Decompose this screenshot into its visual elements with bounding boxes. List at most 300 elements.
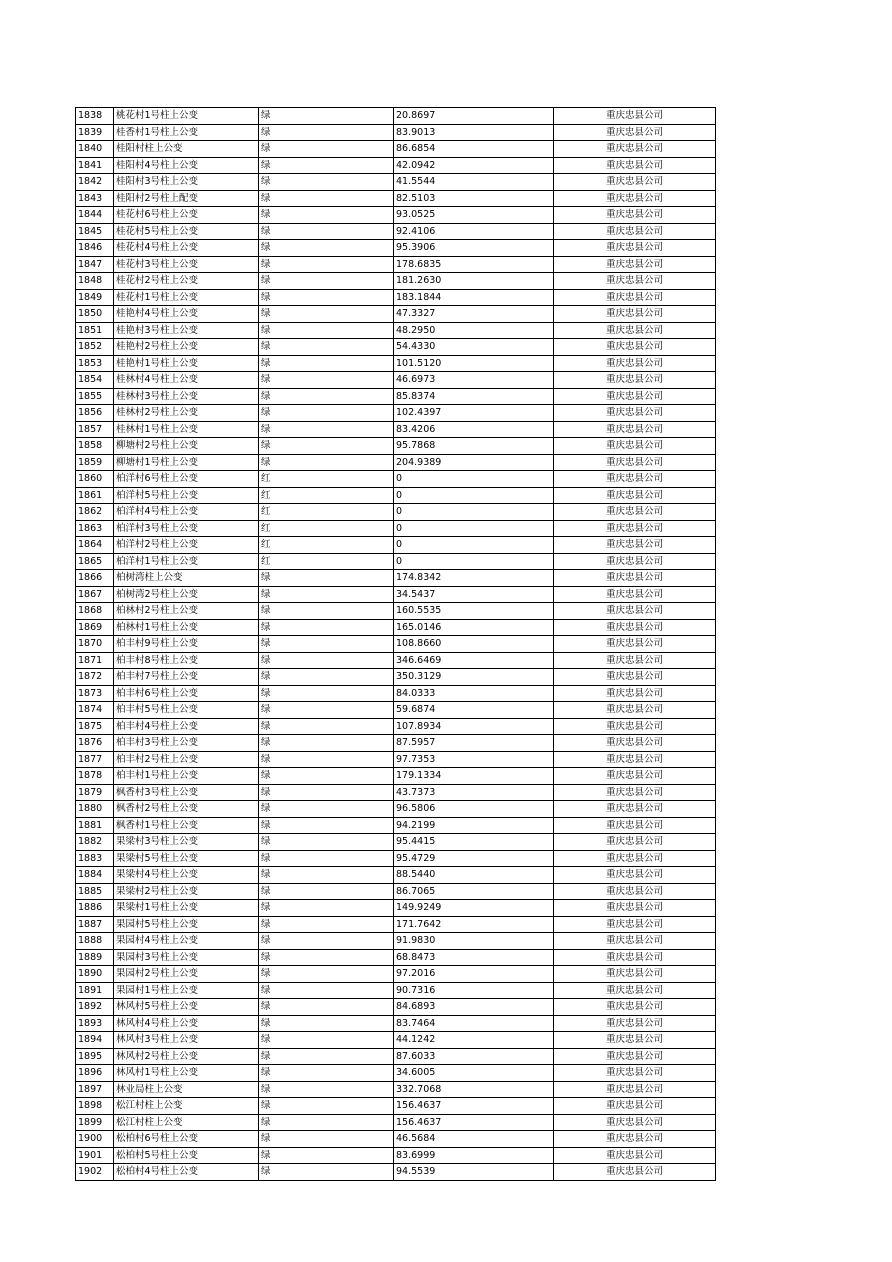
cell-id: 1889 [76,949,114,966]
cell-name: 柏丰村5号柱上公变 [114,702,259,719]
table-row [76,850,716,867]
cell-name: 林风村3号柱上公变 [114,1032,259,1049]
cell-color: 绿 [259,306,394,323]
cell-value: 82.5103 [394,190,554,207]
cell-company: 重庆忠县公司 [554,718,716,735]
table-row [76,883,716,900]
cell-value: 83.7464 [394,1015,554,1032]
table-row [76,223,716,240]
cell-value: 174.8342 [394,570,554,587]
table-row [76,817,716,834]
cell-name: 桂艳村4号柱上公变 [114,306,259,323]
cell-company: 重庆忠县公司 [554,982,716,999]
cell-color: 绿 [259,669,394,686]
cell-name: 桂艳村1号柱上公变 [114,355,259,372]
cell-value: 48.2950 [394,322,554,339]
cell-color: 绿 [259,1032,394,1049]
table-row [76,273,716,290]
cell-id: 1899 [76,1114,114,1131]
cell-id: 1867 [76,586,114,603]
cell-value: 68.8473 [394,949,554,966]
cell-value: 84.0333 [394,685,554,702]
table-row [76,339,716,356]
cell-company: 重庆忠县公司 [554,1131,716,1148]
cell-id: 1896 [76,1065,114,1082]
cell-id: 1872 [76,669,114,686]
cell-company: 重庆忠县公司 [554,207,716,224]
table-row [76,1147,716,1164]
cell-value: 59.6874 [394,702,554,719]
cell-color: 绿 [259,768,394,785]
cell-company: 重庆忠县公司 [554,669,716,686]
table-row [76,256,716,273]
cell-id: 1848 [76,273,114,290]
cell-id: 1855 [76,388,114,405]
cell-value: 181.2630 [394,273,554,290]
table-row [76,768,716,785]
cell-color: 绿 [259,1015,394,1032]
table-row [76,685,716,702]
table-row [76,471,716,488]
cell-name: 柏丰村4号柱上公变 [114,718,259,735]
cell-name: 桂艳村2号柱上公变 [114,339,259,356]
cell-company: 重庆忠县公司 [554,1164,716,1181]
cell-value: 20.8697 [394,108,554,125]
cell-name: 林风村5号柱上公变 [114,999,259,1016]
cell-company: 重庆忠县公司 [554,603,716,620]
cell-name: 桂花村3号柱上公变 [114,256,259,273]
cell-value: 107.8934 [394,718,554,735]
cell-name: 枫香村1号柱上公变 [114,817,259,834]
cell-id: 1894 [76,1032,114,1049]
cell-value: 47.3327 [394,306,554,323]
cell-value: 171.7642 [394,916,554,933]
table-row [76,966,716,983]
cell-color: 绿 [259,933,394,950]
cell-id: 1902 [76,1164,114,1181]
cell-value: 54.4330 [394,339,554,356]
table-row [76,372,716,389]
cell-id: 1884 [76,867,114,884]
cell-color: 绿 [259,586,394,603]
cell-value: 0 [394,520,554,537]
cell-id: 1886 [76,900,114,917]
cell-color: 绿 [259,636,394,653]
cell-id: 1890 [76,966,114,983]
cell-color: 绿 [259,174,394,191]
cell-id: 1851 [76,322,114,339]
cell-company: 重庆忠县公司 [554,553,716,570]
cell-id: 1858 [76,438,114,455]
table-row [76,108,716,125]
cell-company: 重庆忠县公司 [554,1081,716,1098]
cell-color: 红 [259,471,394,488]
cell-color: 绿 [259,900,394,917]
table-row [76,636,716,653]
cell-color: 绿 [259,685,394,702]
cell-id: 1869 [76,619,114,636]
cell-value: 178.6835 [394,256,554,273]
cell-company: 重庆忠县公司 [554,388,716,405]
table-row [76,1131,716,1148]
cell-company: 重庆忠县公司 [554,999,716,1016]
cell-color: 绿 [259,157,394,174]
cell-id: 1841 [76,157,114,174]
cell-name: 果园村1号柱上公变 [114,982,259,999]
cell-id: 1883 [76,850,114,867]
cell-color: 绿 [259,388,394,405]
cell-company: 重庆忠县公司 [554,405,716,422]
cell-name: 桂林村3号柱上公变 [114,388,259,405]
cell-company: 重庆忠县公司 [554,933,716,950]
cell-id: 1846 [76,240,114,257]
table-row [76,867,716,884]
cell-name: 柳塘村2号柱上公变 [114,438,259,455]
cell-color: 绿 [259,999,394,1016]
cell-name: 桂花村5号柱上公变 [114,223,259,240]
cell-company: 重庆忠县公司 [554,256,716,273]
cell-value: 91.9830 [394,933,554,950]
cell-color: 绿 [259,1114,394,1131]
cell-name: 果梁村4号柱上公变 [114,867,259,884]
cell-name: 桂花村6号柱上公变 [114,207,259,224]
cell-value: 88.5440 [394,867,554,884]
cell-color: 绿 [259,883,394,900]
table-row [76,355,716,372]
cell-name: 桂林村1号柱上公变 [114,421,259,438]
cell-color: 绿 [259,916,394,933]
table-row [76,586,716,603]
cell-value: 149.9249 [394,900,554,917]
cell-company: 重庆忠县公司 [554,1048,716,1065]
cell-company: 重庆忠县公司 [554,867,716,884]
cell-name: 果梁村2号柱上公变 [114,883,259,900]
cell-id: 1860 [76,471,114,488]
table-row [76,504,716,521]
cell-name: 柏林村2号柱上公变 [114,603,259,620]
cell-color: 绿 [259,619,394,636]
table-row [76,702,716,719]
cell-id: 1853 [76,355,114,372]
cell-name: 林风村1号柱上公变 [114,1065,259,1082]
cell-color: 红 [259,487,394,504]
cell-color: 绿 [259,850,394,867]
cell-value: 46.5684 [394,1131,554,1148]
cell-color: 绿 [259,1147,394,1164]
cell-name: 果园村4号柱上公变 [114,933,259,950]
cell-id: 1871 [76,652,114,669]
cell-color: 绿 [259,454,394,471]
cell-color: 绿 [259,1098,394,1115]
cell-company: 重庆忠县公司 [554,240,716,257]
cell-company: 重庆忠县公司 [554,1114,716,1131]
cell-value: 87.6033 [394,1048,554,1065]
table-row [76,751,716,768]
table-row [76,1032,716,1049]
cell-color: 绿 [259,240,394,257]
cell-value: 87.5957 [394,735,554,752]
cell-company: 重庆忠县公司 [554,124,716,141]
cell-company: 重庆忠县公司 [554,916,716,933]
cell-company: 重庆忠县公司 [554,834,716,851]
table-row [76,438,716,455]
cell-color: 绿 [259,322,394,339]
cell-id: 1891 [76,982,114,999]
cell-id: 1868 [76,603,114,620]
cell-name: 桂艳村3号柱上公变 [114,322,259,339]
cell-name: 柏洋村1号柱上公变 [114,553,259,570]
cell-company: 重庆忠县公司 [554,619,716,636]
table-row [76,405,716,422]
cell-id: 1842 [76,174,114,191]
table-row [76,240,716,257]
cell-company: 重庆忠县公司 [554,586,716,603]
cell-company: 重庆忠县公司 [554,421,716,438]
cell-value: 0 [394,487,554,504]
cell-color: 绿 [259,438,394,455]
table-row [76,570,716,587]
cell-color: 绿 [259,966,394,983]
table-row [76,916,716,933]
cell-color: 绿 [259,1048,394,1065]
cell-name: 桃花村1号柱上公变 [114,108,259,125]
cell-color: 绿 [259,108,394,125]
cell-color: 绿 [259,1081,394,1098]
table-row [76,520,716,537]
cell-value: 183.1844 [394,289,554,306]
cell-name: 桂阳村柱上公变 [114,141,259,158]
cell-value: 95.4729 [394,850,554,867]
cell-value: 350.3129 [394,669,554,686]
cell-name: 果梁村5号柱上公变 [114,850,259,867]
table-row [76,801,716,818]
cell-id: 1859 [76,454,114,471]
cell-name: 果园村3号柱上公变 [114,949,259,966]
table-row [76,207,716,224]
table-row [76,388,716,405]
cell-value: 101.5120 [394,355,554,372]
cell-value: 85.8374 [394,388,554,405]
cell-company: 重庆忠县公司 [554,652,716,669]
cell-id: 1878 [76,768,114,785]
cell-company: 重庆忠县公司 [554,751,716,768]
table-row [76,669,716,686]
cell-name: 柏丰村8号柱上公变 [114,652,259,669]
cell-color: 绿 [259,355,394,372]
cell-value: 156.4637 [394,1114,554,1131]
cell-name: 柏洋村5号柱上公变 [114,487,259,504]
cell-id: 1850 [76,306,114,323]
cell-name: 桂花村2号柱上公变 [114,273,259,290]
cell-color: 绿 [259,421,394,438]
cell-company: 重庆忠县公司 [554,504,716,521]
table-row [76,1015,716,1032]
table-row [76,553,716,570]
cell-color: 绿 [259,207,394,224]
cell-id: 1861 [76,487,114,504]
cell-company: 重庆忠县公司 [554,636,716,653]
cell-value: 94.2199 [394,817,554,834]
cell-id: 1887 [76,916,114,933]
table-row [76,784,716,801]
cell-id: 1892 [76,999,114,1016]
cell-color: 绿 [259,784,394,801]
cell-color: 绿 [259,190,394,207]
cell-name: 果梁村3号柱上公变 [114,834,259,851]
cell-color: 绿 [259,339,394,356]
table-row [76,306,716,323]
cell-name: 松柏村6号柱上公变 [114,1131,259,1148]
table-row [76,1081,716,1098]
cell-name: 果园村2号柱上公变 [114,966,259,983]
table-row [76,454,716,471]
cell-color: 绿 [259,652,394,669]
cell-id: 1875 [76,718,114,735]
cell-id: 1885 [76,883,114,900]
cell-value: 92.4106 [394,223,554,240]
cell-company: 重庆忠县公司 [554,273,716,290]
cell-color: 绿 [259,801,394,818]
cell-color: 绿 [259,372,394,389]
cell-color: 绿 [259,256,394,273]
cell-id: 1895 [76,1048,114,1065]
cell-id: 1900 [76,1131,114,1148]
cell-name: 柏洋村4号柱上公变 [114,504,259,521]
table-row [76,718,716,735]
cell-company: 重庆忠县公司 [554,817,716,834]
cell-company: 重庆忠县公司 [554,735,716,752]
table-row [76,1114,716,1131]
cell-id: 1845 [76,223,114,240]
table-row [76,421,716,438]
cell-value: 108.8660 [394,636,554,653]
cell-company: 重庆忠县公司 [554,471,716,488]
cell-id: 1901 [76,1147,114,1164]
cell-value: 43.7373 [394,784,554,801]
cell-company: 重庆忠县公司 [554,1147,716,1164]
cell-color: 绿 [259,949,394,966]
cell-company: 重庆忠县公司 [554,801,716,818]
cell-color: 绿 [259,405,394,422]
cell-value: 95.4415 [394,834,554,851]
cell-company: 重庆忠县公司 [554,223,716,240]
cell-color: 红 [259,537,394,554]
cell-value: 0 [394,537,554,554]
table-row [76,652,716,669]
table-row [76,1164,716,1181]
cell-id: 1847 [76,256,114,273]
cell-company: 重庆忠县公司 [554,454,716,471]
cell-color: 绿 [259,1131,394,1148]
cell-name: 柏树湾柱上公变 [114,570,259,587]
cell-company: 重庆忠县公司 [554,372,716,389]
cell-company: 重庆忠县公司 [554,537,716,554]
table-row [76,157,716,174]
cell-company: 重庆忠县公司 [554,487,716,504]
cell-color: 红 [259,553,394,570]
cell-id: 1893 [76,1015,114,1032]
cell-id: 1876 [76,735,114,752]
cell-name: 桂阳村2号柱上配变 [114,190,259,207]
cell-company: 重庆忠县公司 [554,900,716,917]
cell-company: 重庆忠县公司 [554,157,716,174]
cell-name: 桂香村1号柱上公变 [114,124,259,141]
cell-company: 重庆忠县公司 [554,784,716,801]
cell-name: 柏丰村7号柱上公变 [114,669,259,686]
data-table [75,107,716,1181]
table-row [76,1098,716,1115]
table-row [76,603,716,620]
cell-value: 0 [394,504,554,521]
cell-name: 松柏村5号柱上公变 [114,1147,259,1164]
cell-name: 果园村5号柱上公变 [114,916,259,933]
cell-company: 重庆忠县公司 [554,685,716,702]
cell-value: 165.0146 [394,619,554,636]
cell-company: 重庆忠县公司 [554,339,716,356]
cell-name: 枫香村2号柱上公变 [114,801,259,818]
table-row [76,933,716,950]
cell-company: 重庆忠县公司 [554,1015,716,1032]
cell-id: 1870 [76,636,114,653]
cell-value: 44.1242 [394,1032,554,1049]
cell-value: 94.5539 [394,1164,554,1181]
cell-color: 绿 [259,273,394,290]
cell-name: 桂阳村4号柱上公变 [114,157,259,174]
cell-name: 柏丰村6号柱上公变 [114,685,259,702]
cell-name: 柏林村1号柱上公变 [114,619,259,636]
cell-id: 1882 [76,834,114,851]
cell-color: 绿 [259,289,394,306]
cell-company: 重庆忠县公司 [554,322,716,339]
cell-company: 重庆忠县公司 [554,190,716,207]
cell-id: 1864 [76,537,114,554]
cell-name: 果梁村1号柱上公变 [114,900,259,917]
cell-name: 桂阳村3号柱上公变 [114,174,259,191]
cell-name: 柏树湾2号柱上公变 [114,586,259,603]
table-body [76,108,716,1181]
cell-color: 绿 [259,141,394,158]
cell-company: 重庆忠县公司 [554,108,716,125]
cell-name: 桂林村4号柱上公变 [114,372,259,389]
cell-id: 1840 [76,141,114,158]
cell-name: 松江村柱上公变 [114,1114,259,1131]
cell-company: 重庆忠县公司 [554,1098,716,1115]
cell-name: 柏丰村2号柱上公变 [114,751,259,768]
cell-id: 1852 [76,339,114,356]
cell-value: 84.6893 [394,999,554,1016]
cell-value: 346.6469 [394,652,554,669]
cell-color: 绿 [259,1164,394,1181]
table-row [76,487,716,504]
table-row [76,949,716,966]
cell-name: 林业局柱上公变 [114,1081,259,1098]
cell-company: 重庆忠县公司 [554,141,716,158]
cell-value: 102.4397 [394,405,554,422]
table-row [76,1065,716,1082]
table-row [76,999,716,1016]
table-row [76,322,716,339]
cell-company: 重庆忠县公司 [554,850,716,867]
cell-name: 柳塘村1号柱上公变 [114,454,259,471]
cell-value: 83.9013 [394,124,554,141]
cell-color: 绿 [259,223,394,240]
cell-name: 柏洋村2号柱上公变 [114,537,259,554]
cell-name: 松江村柱上公变 [114,1098,259,1115]
cell-id: 1879 [76,784,114,801]
cell-id: 1881 [76,817,114,834]
cell-value: 86.6854 [394,141,554,158]
cell-name: 桂花村1号柱上公变 [114,289,259,306]
